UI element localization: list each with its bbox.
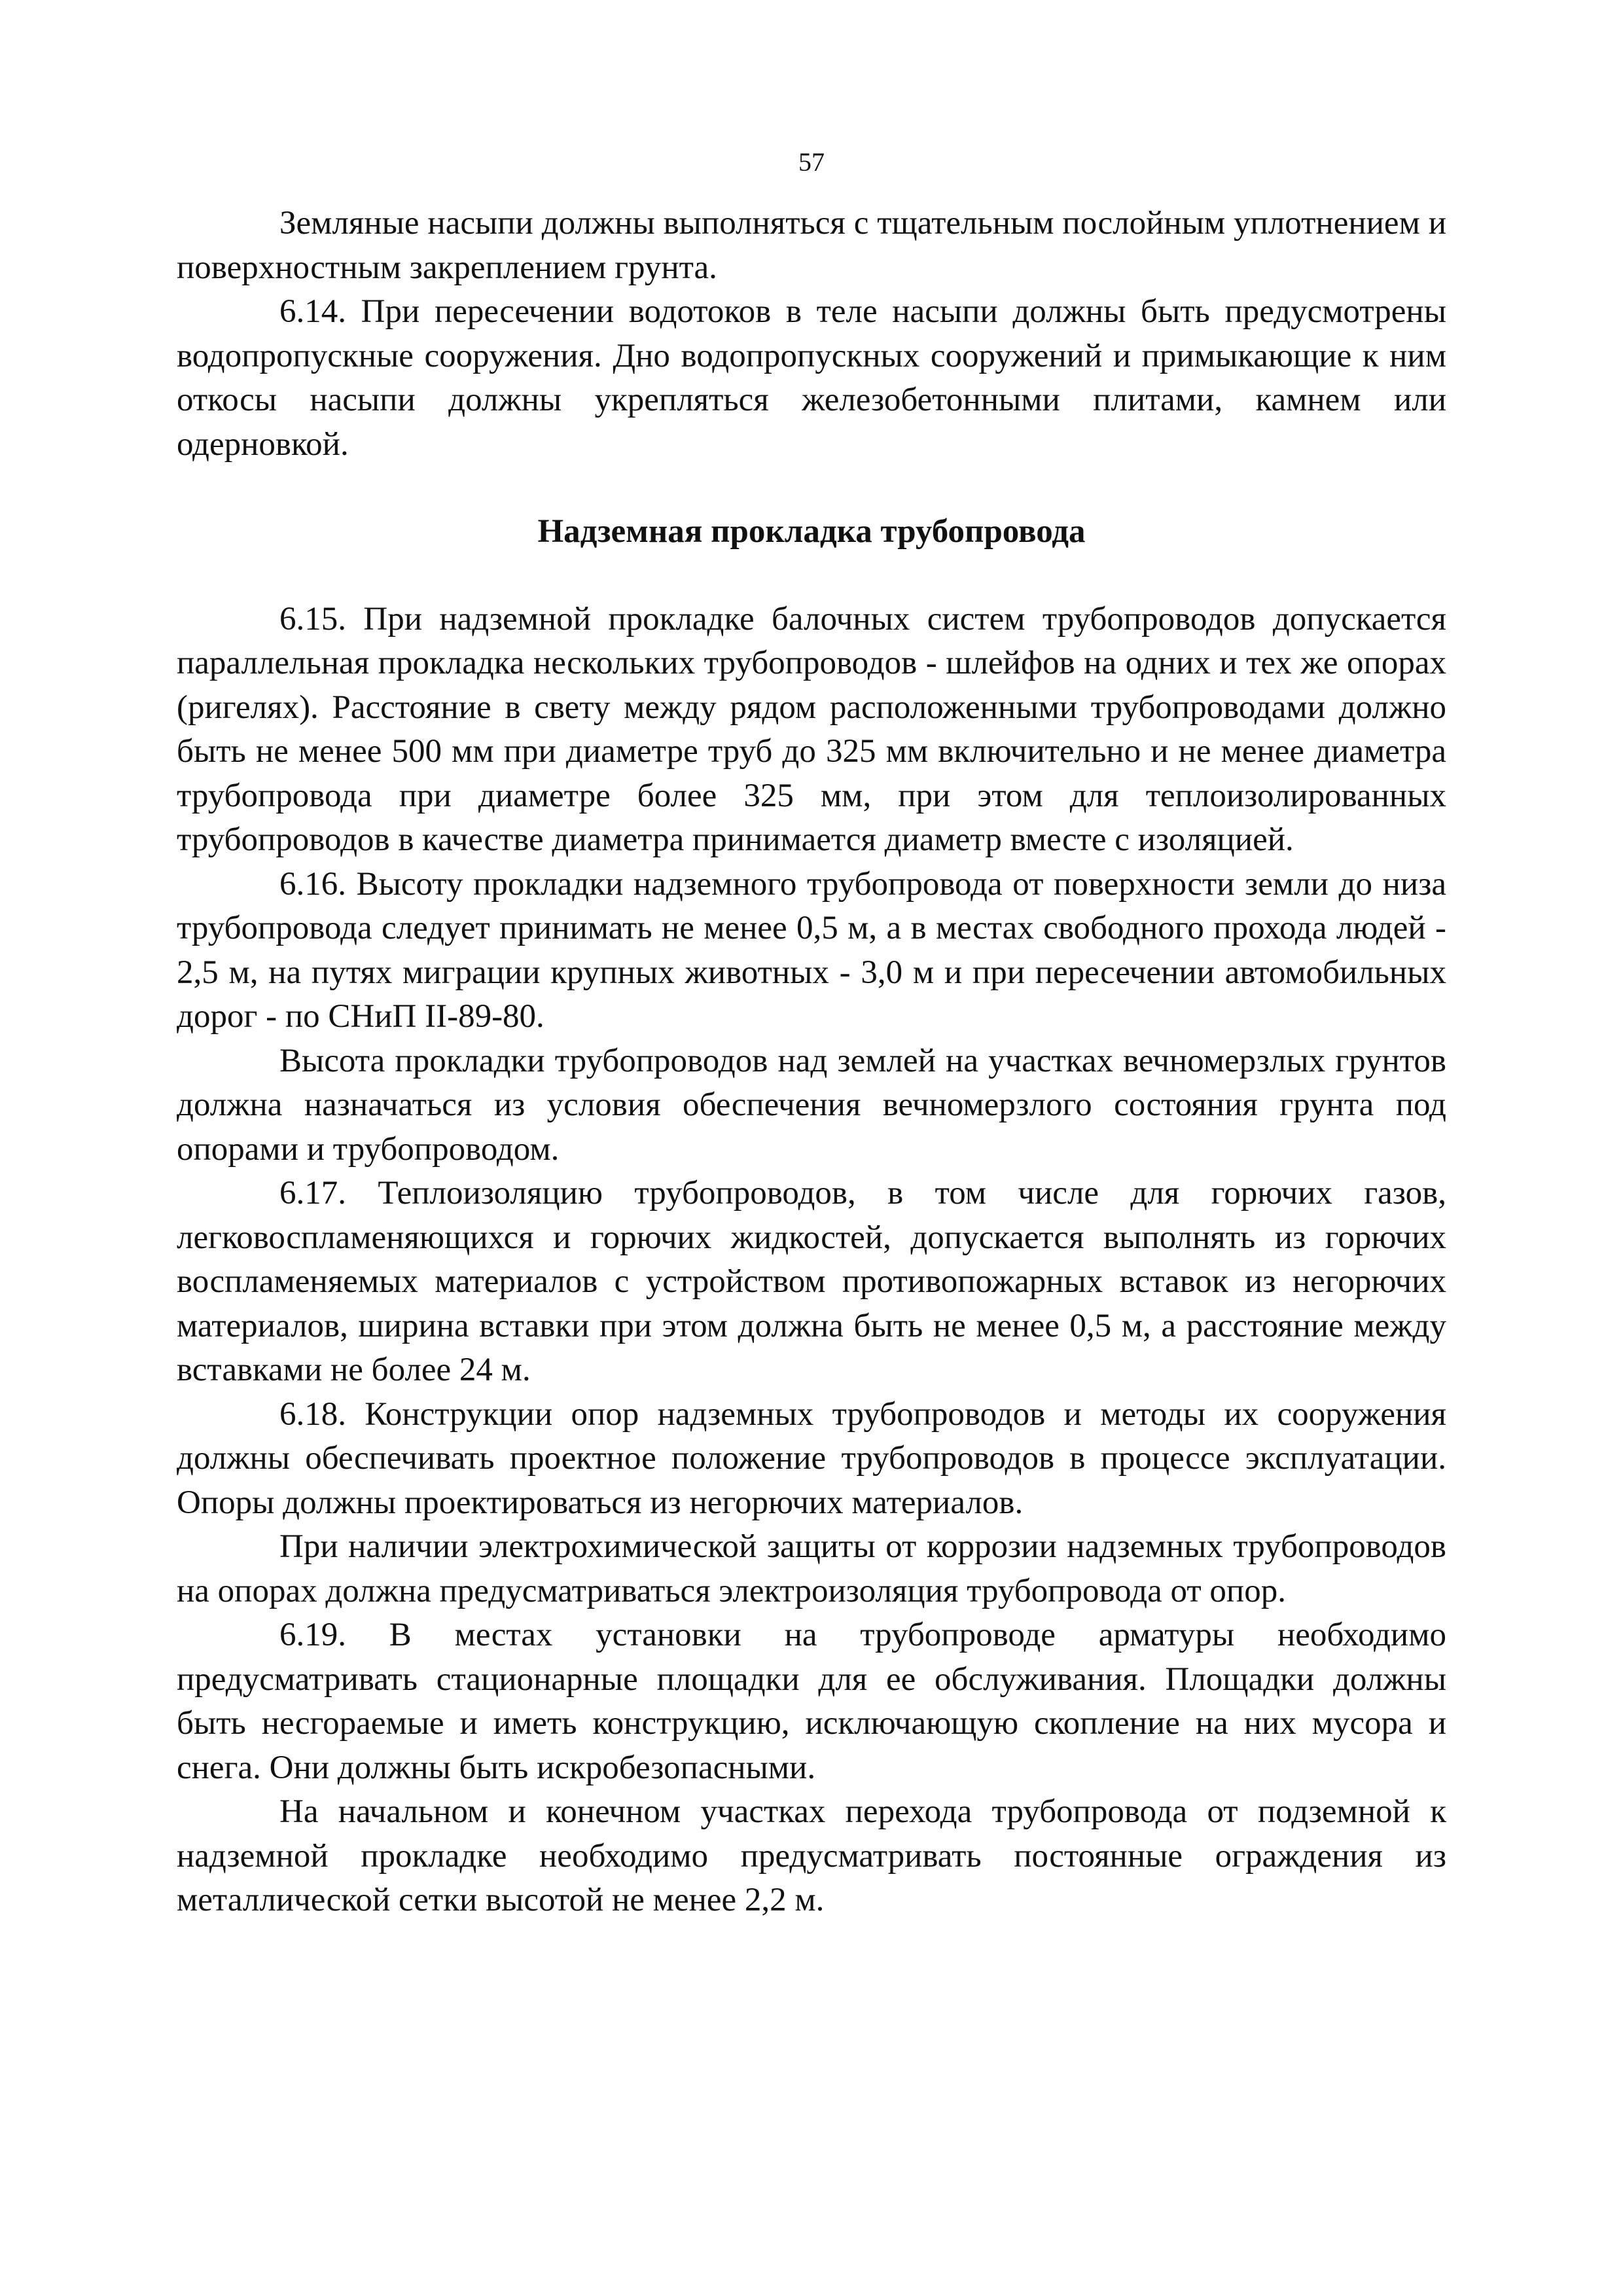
paragraph-permafrost-height: Высота прокладки трубопроводов над землей на участках вечномерзлых грунтов должна назначаться из условия обеспечения вечномерзлого состояния грунта под опорами и трубопроводом. [177,1042,1446,1168]
page-number: 57 [798,147,825,177]
paragraph-electrochemical-protection: При наличии электрохимической защиты от коррозии надземных трубопроводов на опорах должна предусматриваться электроизоляция трубопровода от опор. [177,1528,1446,1609]
section-heading: Надземная прокладка трубопровода [537,513,1086,550]
paragraph-6-18: 6.18. Конструкции опор надземных трубопроводов и методы их сооружения должны обеспечивать проектное положение трубопроводов в процессе эксплуатации. Опоры должны проектироваться из негорючих материалов. [177,1395,1446,1521]
paragraph-6-15: 6.15. При надземной прокладке балочных систем трубопроводов допускается параллельная прокладка нескольких трубопроводов - шлейфов на одних и тех же опорах (ригелях). Расстояние в свету между рядом расположенными трубопроводами должно быть не менее 500 мм при диаметре труб до 325 мм включительно и не менее диаметра трубопровода при диаметре более 325 мм, при этом для теплоизолированных трубопроводов в качестве диаметра принимается диаметр вместе с изоляцией. [177,600,1446,858]
paragraph-6-19: 6.19. В местах установки на трубопроводе арматуры необходимо предусматривать стационарные площадки для ее обслуживания. Площадки должны быть несгораемые и иметь конструкцию, исключающую скопление на них мусора и снега. Они должны быть искробезопасными. [177,1617,1446,1786]
paragraph-6-14: 6.14. При пересечении водотоков в теле насыпи должны быть предусмотрены водопропускные сооружения. Дно водопропускных сооружений и примыкающие к ним откосы насыпи должны укрепляться железобетонными плитами, камнем или одерновкой. [177,293,1446,463]
paragraph-6-17: 6.17. Теплоизоляцию трубопроводов, в том числе для горючих газов, легковоспламеняющихся и горючих жидкостей, допускается выполнять из горючих воспламеняемых материалов с устройством противопожарных вставок из негорючих материалов, ширина вставки при этом должна быть не менее 0,5 м, а расстояние между вставками не более 24 м. [177,1175,1446,1388]
body-text [177,202,1446,1923]
paragraph-embankments: Земляные насыпи должны выполняться с тщательным послойным уплотнением и поверхностным закреплением грунта. [177,205,1446,286]
paragraph-fencing: На начальном и конечном участках перехода трубопровода от подземной к надземной прокладке необходимо предусматривать постоянные ограждения из металлической сетки высотой не менее 2,2 м. [177,1793,1446,1918]
paragraph-6-16: 6.16. Высоту прокладки надземного трубопровода от поверхности земли до низа трубопровода следует принимать не менее 0,5 м, а в местах свободного прохода людей - 2,5 м, на путях миграции крупных животных - 3,0 м и при пересечении автомобильных дорог - по СНиП II-89-80. [177,865,1446,1035]
